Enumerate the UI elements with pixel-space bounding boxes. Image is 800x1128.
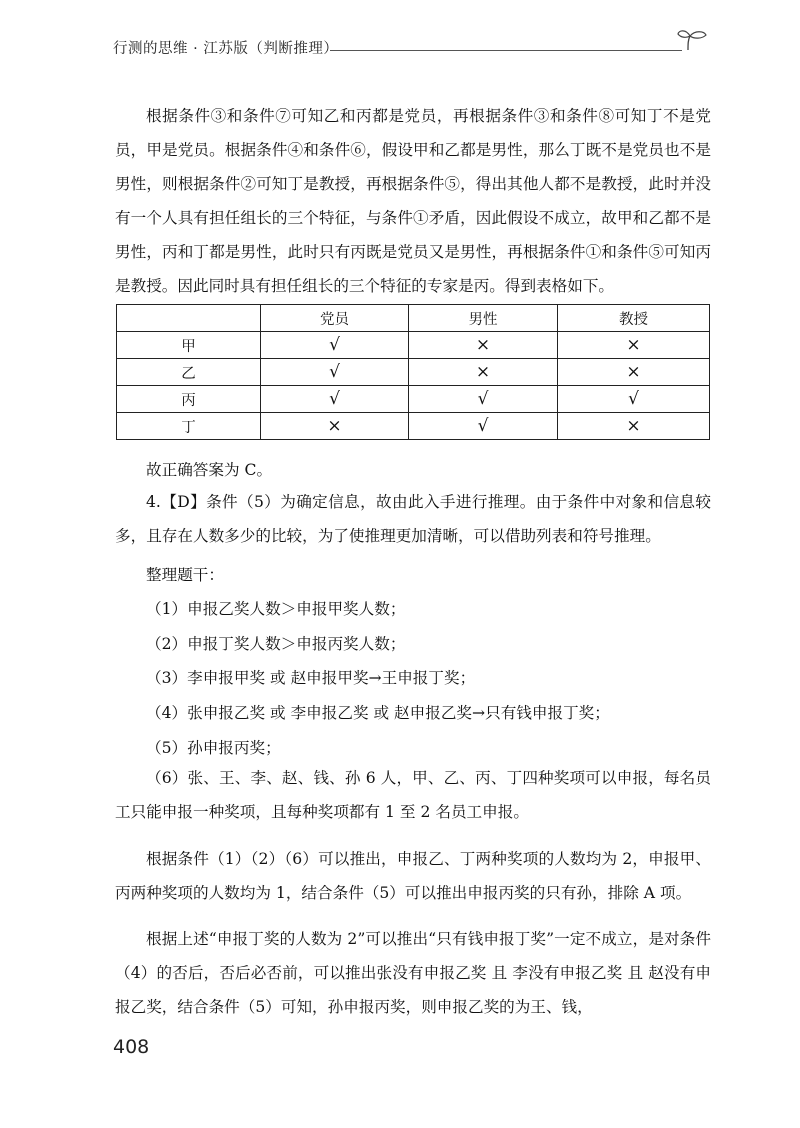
running-header: 行测的思维 · 江苏版（判断推理） — [113, 41, 339, 57]
organize-label: 整理题干： — [146, 566, 224, 584]
table-cell: 丁 — [117, 413, 261, 440]
table-row — [117, 413, 710, 440]
table-cell: √ — [409, 386, 558, 413]
condition-1: （1）申报乙奖人数＞申报甲奖人数； — [146, 600, 406, 618]
paragraph-reasoning: 根据条件③和条件⑦可知乙和丙都是党员，再根据条件③和条件⑧可知丁不是党员，甲是党员。根据条件④和条件⑥，假设甲和乙都是男性，那么丁既不是党员也不是男性，则根据条件②可知丁是教授，再根据条件⑤，得出其他人都不是教授，此时并没有一个人具有担任组长的三个特征，与条件①矛盾，因此假设不成立，故甲和乙都不是男性，丙和丁都是男性，此时只有丙既是党员又是男性，再根据条件①和条件⑤可知丙是教授。因此同时具有担任组长的三个特征的专家是丙。得到表格如下。 — [115, 107, 711, 295]
table-cell: 丙 — [117, 386, 261, 413]
paragraph-question-4: 4.【D】条件（5）为确定信息，故由此入手进行推理。由于条件中对象和信息较多，且存在人数多少的比较，为了使推理更加清晰，可以借助列表和符号推理。 — [115, 493, 711, 545]
page-number: 408 — [113, 1036, 150, 1058]
table-cell: √ — [558, 386, 710, 413]
table-header-cell: 教授 — [558, 305, 710, 332]
table-cell: × — [558, 413, 710, 440]
condition-3: （3）李申报甲奖 或 赵申报甲奖→王申报丁奖； — [146, 669, 476, 687]
table-header-cell: 男性 — [409, 305, 558, 332]
table-row — [117, 386, 710, 413]
table-cell: × — [558, 359, 710, 386]
header-rule — [330, 50, 682, 51]
condition-4: （4）张申报乙奖 或 李申报乙奖 或 赵申报乙奖→只有钱申报丁奖； — [146, 704, 610, 722]
table-header-cell: 党员 — [261, 305, 409, 332]
table-cell: × — [409, 359, 558, 386]
table-header-row — [117, 305, 710, 332]
table-cell: √ — [261, 359, 409, 386]
table-cell: 甲 — [117, 332, 261, 359]
paragraph-deduction-2: 根据上述“申报丁奖的人数为 2”可以推出“只有钱申报丁奖”一定不成立，是对条件（4）的否后，否后必否前，可以推出张没有申报乙奖 且 李没有申报乙奖 且 赵没有申报乙奖，结合条件（5）可知，孙申报丙奖，则申报乙奖的为王、钱， — [115, 930, 711, 1016]
table-cell: × — [261, 413, 409, 440]
condition-2: （2）申报丁奖人数＞申报丙奖人数； — [146, 635, 406, 653]
table-row — [117, 359, 710, 386]
table-cell: √ — [261, 386, 409, 413]
table-header-cell — [117, 305, 261, 332]
sprout-icon — [676, 26, 712, 56]
table-cell: √ — [409, 413, 558, 440]
table-row — [117, 332, 710, 359]
answer-line: 故正确答案为 C。 — [146, 461, 273, 479]
table-cell: 乙 — [117, 359, 261, 386]
paragraph-deduction-1: 根据条件（1）（2）（6）可以推出，申报乙、丁两种奖项的人数均为 2，申报甲、丙两种奖项的人数均为 1，结合条件（5）可以推出申报丙奖的只有孙，排除 A 项。 — [115, 850, 711, 902]
table-cell: √ — [261, 332, 409, 359]
condition-6: （6）张、王、李、赵、钱、孙 6 人，甲、乙、丙、丁四种奖项可以申报，每名员工只能申报一种奖项，且每种奖项都有 1 至 2 名员工申报。 — [115, 769, 711, 821]
table-cell: × — [558, 332, 710, 359]
condition-5: （5）孙申报丙奖； — [146, 739, 281, 757]
table-cell: × — [409, 332, 558, 359]
truth-table — [116, 304, 710, 440]
